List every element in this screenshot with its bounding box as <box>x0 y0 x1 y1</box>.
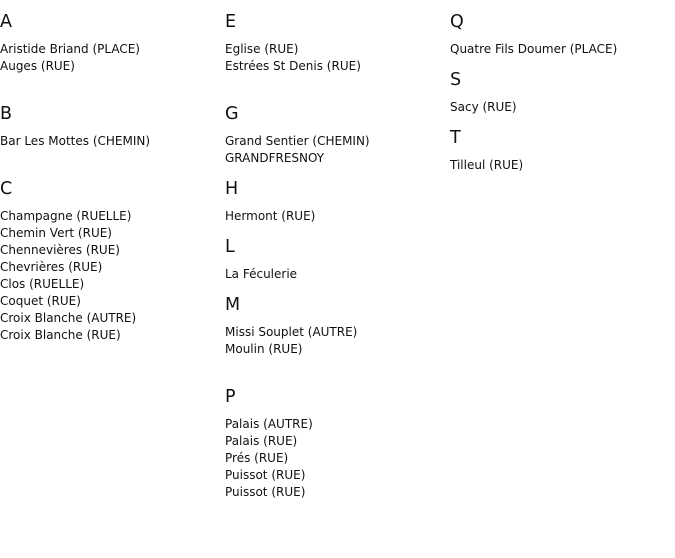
letter-group-h <box>225 167 445 225</box>
street-item[interactable] <box>0 225 220 242</box>
street-list <box>225 324 445 358</box>
street-item[interactable] <box>225 341 445 358</box>
street-item[interactable] <box>0 208 220 225</box>
street-item[interactable] <box>0 327 220 344</box>
letter-group-b <box>0 92 220 167</box>
street-item[interactable] <box>225 416 445 433</box>
letter-heading: H <box>225 179 239 199</box>
letter-group-p <box>225 375 445 501</box>
letter-heading: T <box>450 128 461 148</box>
group-spacer <box>0 150 220 167</box>
letter-heading: L <box>225 237 235 257</box>
street-link[interactable]: Palais (RUE) <box>225 434 298 448</box>
street-link[interactable]: Missi Souplet (AUTRE) <box>225 325 358 339</box>
street-link[interactable]: Bar Les Mottes (CHEMIN) <box>0 134 151 148</box>
letter-heading: B <box>0 104 13 124</box>
group-spacer <box>225 75 445 92</box>
group-spacer <box>225 358 445 375</box>
letter-group-a <box>0 0 220 92</box>
letter-heading: Q <box>450 12 464 32</box>
street-link[interactable]: Champagne (RUELLE) <box>0 209 132 223</box>
street-item[interactable] <box>225 266 445 283</box>
street-list <box>0 208 220 344</box>
letter-heading: P <box>225 387 236 407</box>
street-item[interactable] <box>450 157 670 174</box>
street-item[interactable] <box>225 433 445 450</box>
street-link[interactable]: Croix Blanche (RUE) <box>0 328 121 342</box>
street-item[interactable] <box>225 324 445 341</box>
street-list <box>225 208 445 225</box>
street-link[interactable]: Grand Sentier (CHEMIN) <box>225 134 370 148</box>
street-link[interactable]: Chevrières (RUE) <box>0 260 103 274</box>
street-link[interactable]: Moulin (RUE) <box>225 342 303 356</box>
street-item[interactable] <box>225 150 445 167</box>
letter-group-e <box>225 0 445 92</box>
street-item[interactable] <box>0 276 220 293</box>
street-item[interactable] <box>0 133 220 150</box>
street-link[interactable]: Tilleul (RUE) <box>450 158 524 172</box>
street-link[interactable]: Hermont (RUE) <box>225 209 316 223</box>
street-link[interactable]: Quatre Fils Doumer (PLACE) <box>450 42 618 56</box>
street-list <box>225 41 445 75</box>
street-item[interactable] <box>225 450 445 467</box>
street-item[interactable] <box>225 41 445 58</box>
street-link[interactable]: Palais (AUTRE) <box>225 417 313 431</box>
street-list <box>0 133 220 150</box>
letter-group-m <box>225 283 445 375</box>
street-item[interactable] <box>225 58 445 75</box>
street-item[interactable] <box>0 58 220 75</box>
letter-heading: S <box>450 70 462 90</box>
street-list <box>450 99 670 116</box>
street-item[interactable] <box>0 310 220 327</box>
street-item[interactable] <box>225 208 445 225</box>
street-link[interactable]: Coquet (RUE) <box>0 294 81 308</box>
street-index-column-2 <box>225 0 445 501</box>
letter-group-s <box>450 58 670 116</box>
street-item[interactable] <box>0 259 220 276</box>
street-index-column-3 <box>450 0 670 174</box>
street-list <box>225 266 445 283</box>
letter-group-c <box>0 167 220 344</box>
street-link[interactable]: Puissot (RUE) <box>225 468 306 482</box>
street-item[interactable] <box>450 99 670 116</box>
street-link[interactable]: Clos (RUELLE) <box>0 277 85 291</box>
letter-heading: E <box>225 12 237 32</box>
street-index-column-1 <box>0 0 220 344</box>
street-link[interactable]: Prés (RUE) <box>225 451 289 465</box>
street-item[interactable] <box>0 41 220 58</box>
street-list <box>450 157 670 174</box>
letter-heading: M <box>225 295 241 315</box>
street-item[interactable] <box>225 484 445 501</box>
street-link[interactable]: Eglise (RUE) <box>225 42 299 56</box>
street-link[interactable]: La Féculerie <box>225 267 298 281</box>
street-link[interactable]: Puissot (RUE) <box>225 485 306 499</box>
street-list <box>225 416 445 501</box>
street-link[interactable]: Croix Blanche (AUTRE) <box>0 311 137 325</box>
street-link[interactable]: Chemin Vert (RUE) <box>0 226 112 240</box>
letter-group-q <box>450 0 670 58</box>
letter-group-t <box>450 116 670 174</box>
street-link[interactable]: Aristide Briand (PLACE) <box>0 42 140 56</box>
street-item[interactable] <box>450 41 670 58</box>
street-link[interactable]: Estrées St Denis (RUE) <box>225 59 361 73</box>
letter-group-g <box>225 92 445 167</box>
street-list <box>450 41 670 58</box>
street-list <box>0 41 220 75</box>
street-link[interactable]: Chennevières (RUE) <box>0 243 120 257</box>
group-spacer <box>0 75 220 92</box>
letter-heading: A <box>0 12 12 32</box>
letter-heading: G <box>225 104 239 124</box>
street-item[interactable] <box>0 242 220 259</box>
street-item[interactable] <box>0 293 220 310</box>
street-link[interactable]: Sacy (RUE) <box>450 100 517 114</box>
street-list <box>225 133 445 167</box>
letter-group-l <box>225 225 445 283</box>
street-link[interactable]: Auges (RUE) <box>0 59 75 73</box>
street-item[interactable] <box>225 133 445 150</box>
letter-heading: C <box>0 179 13 199</box>
street-link[interactable]: GRANDFRESNOY <box>225 151 325 165</box>
street-item[interactable] <box>225 467 445 484</box>
